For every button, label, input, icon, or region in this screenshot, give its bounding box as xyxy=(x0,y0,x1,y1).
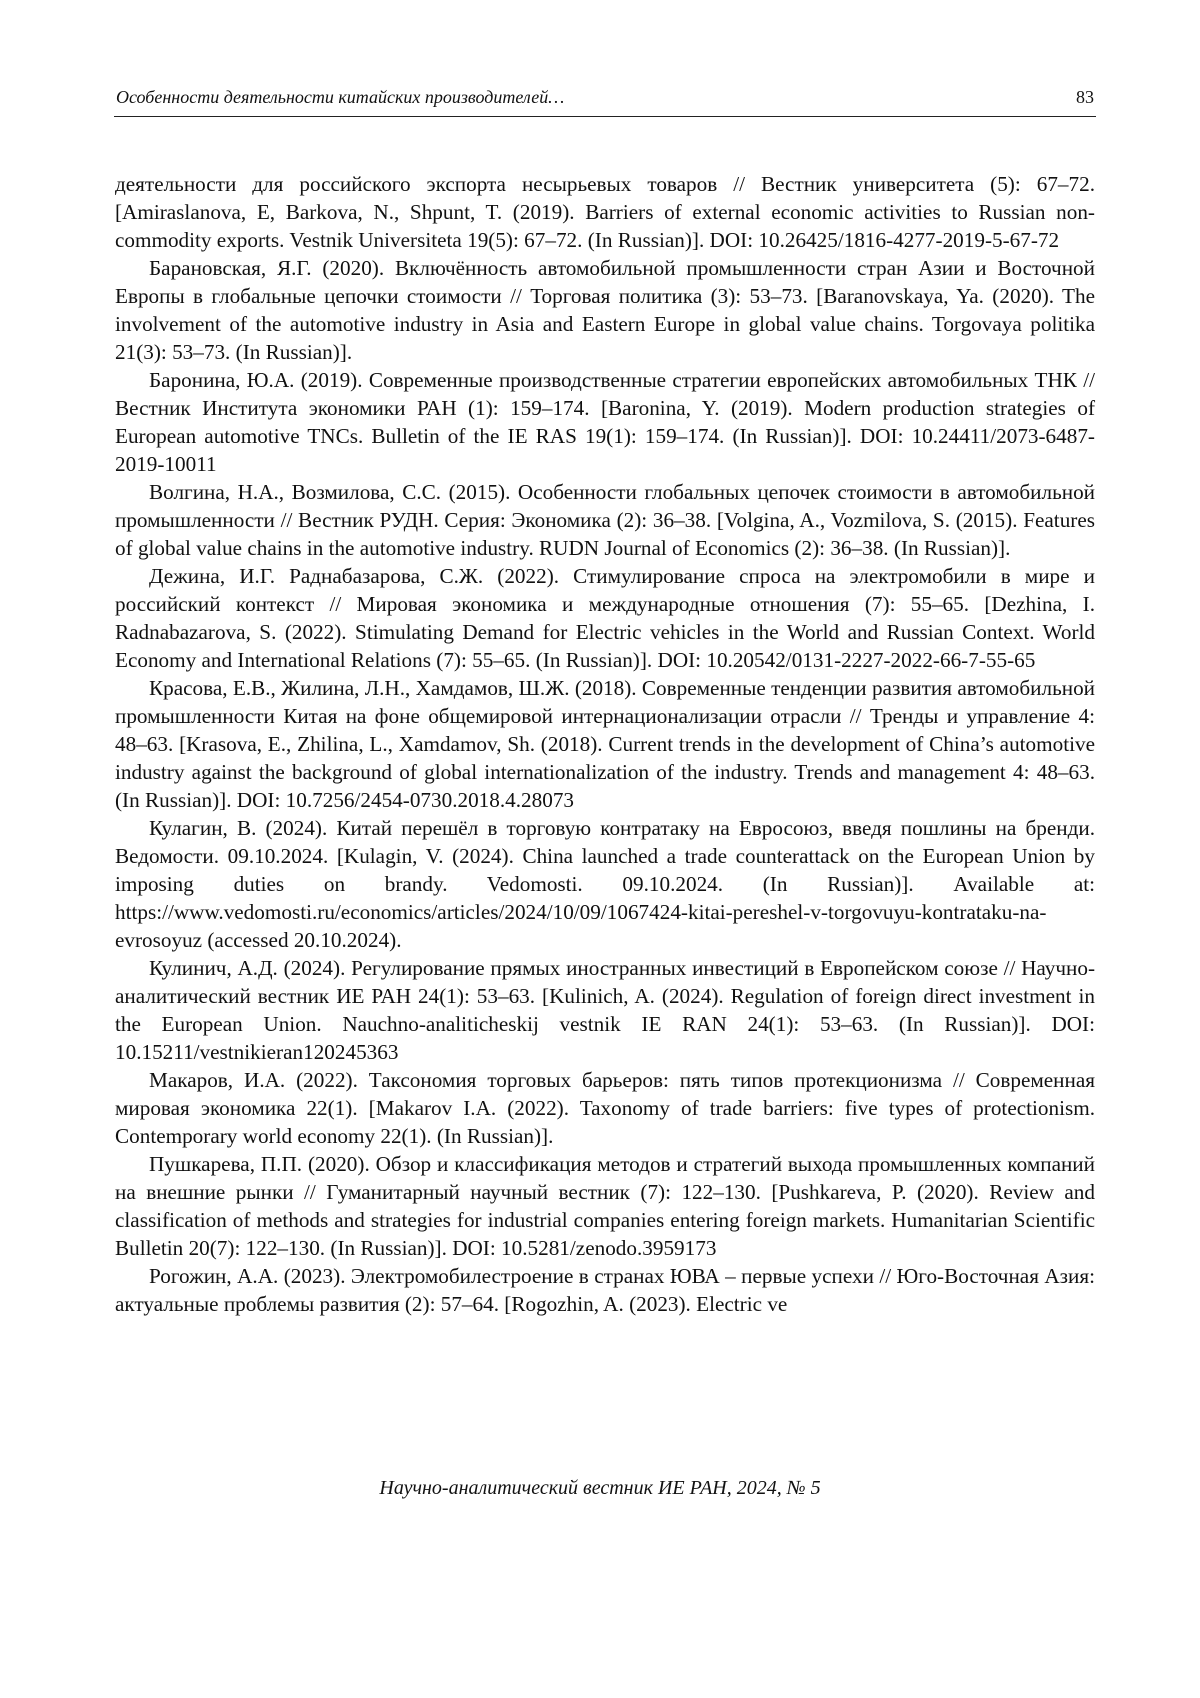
reference-entry: Кулагин, В. (2024). Китай перешёл в торговую контратаку на Евросоюз, введя пошлины на бренди. Ведомости. 09.10.2024. [Kulagin, V. (2024). China launched a trade counterattack on the European Union by imposing duties on brandy. Vedomosti. 09.10.2024. (In Russian)]. Available at: https://www.vedomosti.ru/economics/articles/2024/10/09/1067424-kitai-pereshel-v-torgovuyu-kontrataku-na-evrosoyuz (accessed 20.10.2024). xyxy=(115,816,1095,952)
reference-list xyxy=(115,170,1095,1318)
reference-entry: Красова, Е.В., Жилина, Л.Н., Хамдамов, Ш.Ж. (2018). Современные тенденции развития автомобильной промышленности Китая на фоне общемировой интернационализации отрасли // Тренды и управление 4: 48–63. [Krasova, E., Zhilina, L., Xamdamov, Sh. (2018). Current trends in the development of China’s automotive industry against the background of global internationalization of the industry. Trends and management 4: 48–63. (In Russian)]. DOI: 10.7256/2454-0730.2018.4.28073 xyxy=(115,676,1095,812)
page-footer: Научно-аналитический вестник ИЕ РАН, 2024, № 5 xyxy=(379,1477,821,1499)
reference-entry: Кулинич, А.Д. (2024). Регулирование прямых иностранных инвестиций в Европейском союзе // Научно-аналитический вестник ИЕ РАН 24(1): 53–63. [Kulinich, A. (2024). Regulation of foreign direct investment in the European Union. Nauchno-analiticheskij vestnik IE RAN 24(1): 53–63. (In Russian)]. DOI: 10.15211/vestnikieran120245363 xyxy=(115,956,1095,1064)
reference-entry: Баронина, Ю.А. (2019). Современные производственные стратегии европейских автомобильных ТНК // Вестник Института экономики РАН (1): 159–174. [Baronina, Y. (2019). Modern production strategies of European automotive TNCs. Bulletin of the IE RAS 19(1): 159–174. (In Russian)]. DOI: 10.24411/2073-6487-2019-10011 xyxy=(115,368,1095,476)
reference-entry: Волгина, Н.А., Возмилова, С.С. (2015). Особенности глобальных цепочек стоимости в автомобильной промышленности // Вестник РУДН. Серия: Экономика (2): 36–38. [Volgina, A., Vozmilova, S. (2015). Features of global value chains in the automotive industry. RUDN Journal of Economics (2): 36–38. (In Russian)]. xyxy=(115,480,1095,560)
reference-entry: Рогожин, А.А. (2023). Электромобилестроение в странах ЮВА – первые успехи // Юго-Восточная Азия: актуальные проблемы развития (2): 57–64. [Rogozhin, A. (2023). Electric ve xyxy=(115,1264,1095,1316)
page-header xyxy=(114,86,1096,117)
reference-entry: Барановская, Я.Г. (2020). Включённость автомобильной промышленности стран Азии и Восточной Европы в глобальные цепочки стоимости // Торговая политика (3): 53–73. [Baranovskaya, Ya. (2020). The involvement of the automotive industry in Asia and Eastern Europe in global value chains. Torgovaya politika 21(3): 53–73. (In Russian)]. xyxy=(115,256,1095,364)
reference-entry: деятельности для российского экспорта несырьевых товаров // Вестник университета (5): 67–72. [Amiraslanova, E, Barkova, N., Shpunt, T. (2019). Barriers of external economic activities to Russian non-commodity exports. Vestnik Universiteta 19(5): 67–72. (In Russian)]. DOI: 10.26425/1816-4277-2019-5-67-72 xyxy=(115,172,1095,252)
running-title: Особенности деятельности китайских производителей… xyxy=(116,87,565,107)
reference-entry: Макаров, И.А. (2022). Таксономия торговых барьеров: пять типов протекционизма // Современная мировая экономика 22(1). [Makarov I.A. (2022). Taxonomy of trade barriers: five types of protectionism. Contemporary world economy 22(1). (In Russian)]. xyxy=(115,1068,1095,1148)
reference-entry: Пушкарева, П.П. (2020). Обзор и классификация методов и стратегий выхода промышленных компаний на внешние рынки // Гуманитарный научный вестник (7): 122–130. [Pushkareva, P. (2020). Review and classification of methods and strategies for industrial companies entering foreign markets. Humanitarian Scientific Bulletin 20(7): 122–130. (In Russian)]. DOI: 10.5281/zenodo.3959173 xyxy=(115,1152,1095,1260)
reference-entry: Дежина, И.Г. Раднабазарова, С.Ж. (2022). Стимулирование спроса на электромобили в мире и российский контекст // Мировая экономика и международные отношения (7): 55–65. [Dezhina, I. Radnabazarova, S. (2022). Stimulating Demand for Electric vehicles in the World and Russian Context. World Economy and International Relations (7): 55–65. (In Russian)]. DOI: 10.20542/0131-2227-2022-66-7-55-65 xyxy=(115,564,1095,672)
page-number: 83 xyxy=(1076,87,1094,107)
